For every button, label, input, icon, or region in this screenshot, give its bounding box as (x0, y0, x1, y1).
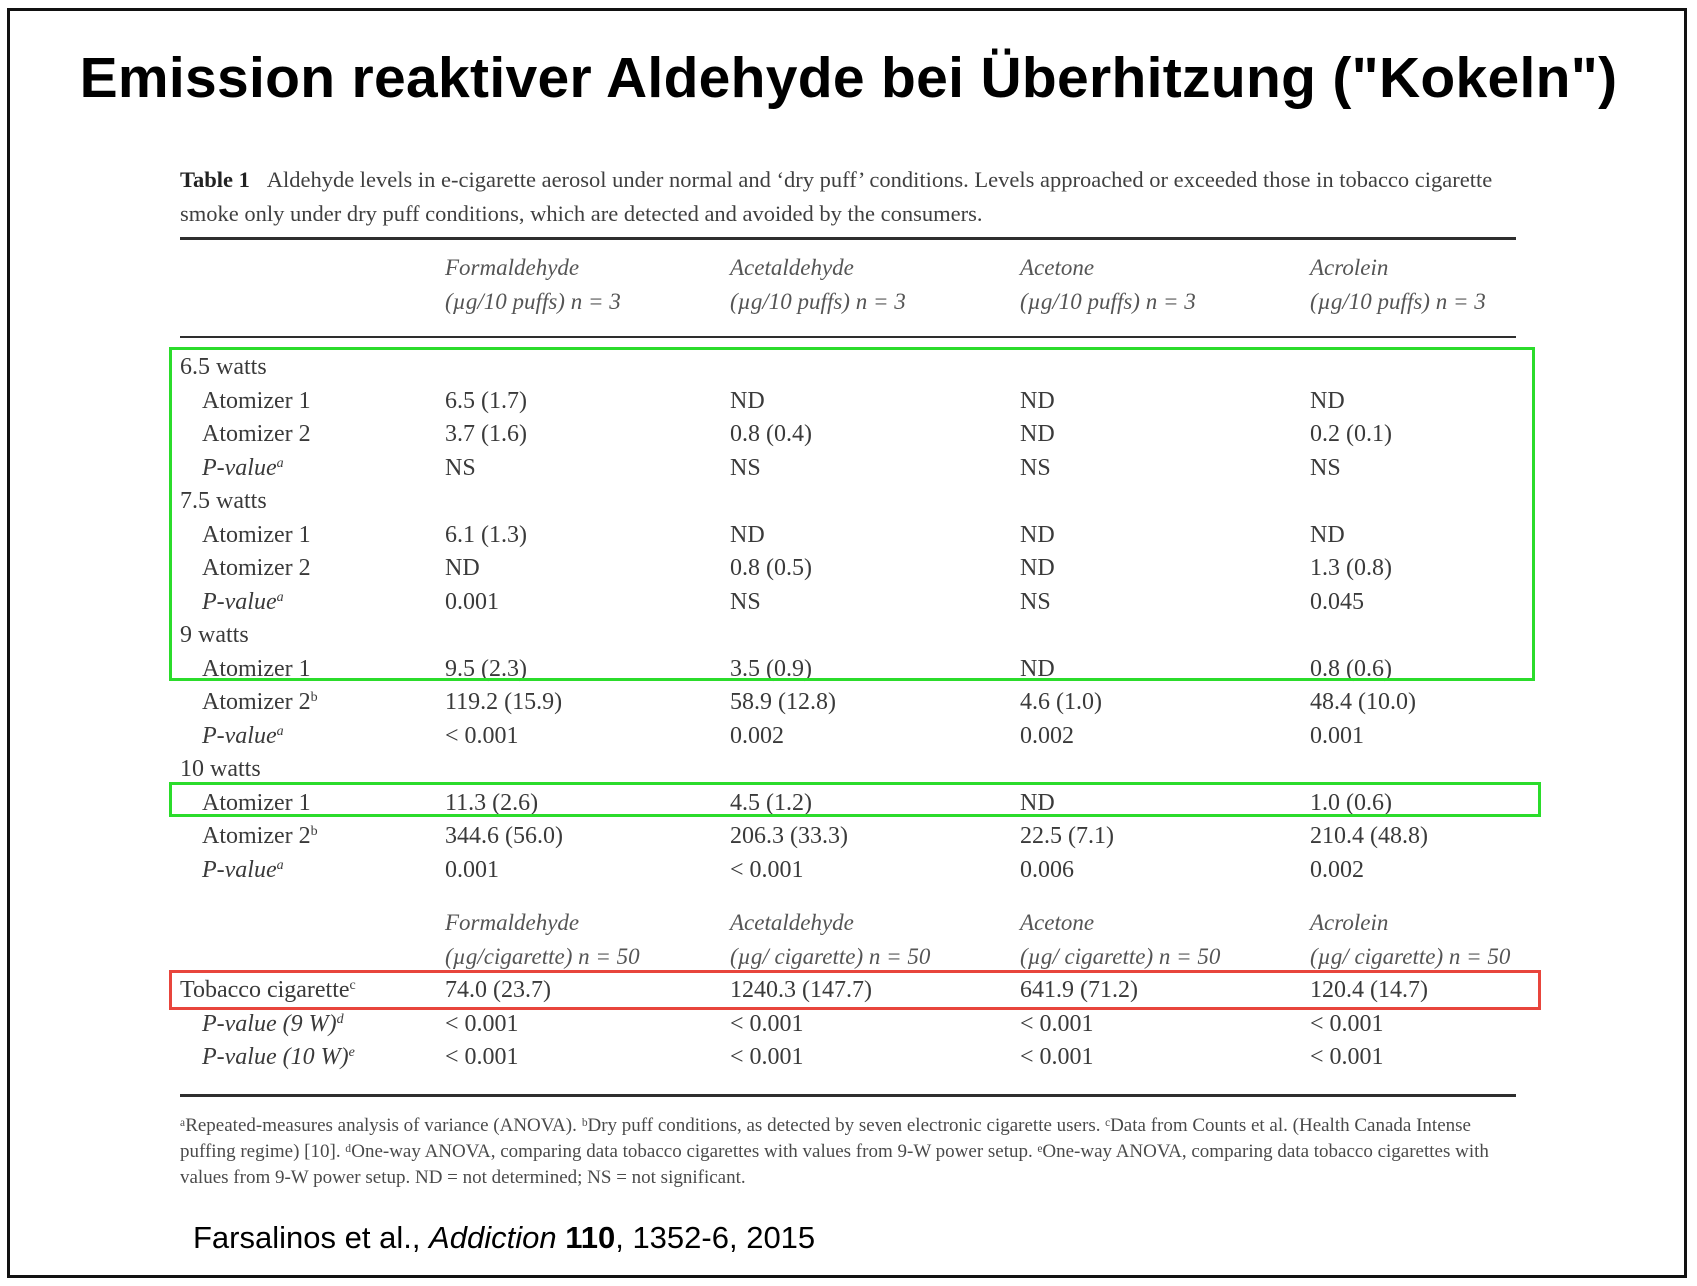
column-header-unit: (µg/ cigarette) n = 50 (1310, 944, 1511, 969)
table-cell: 0.001 (1310, 722, 1364, 749)
row-label-text: Atomizer 1 (202, 521, 311, 548)
row-label (202, 1040, 355, 1074)
table-cell: < 0.001 (445, 722, 519, 749)
table-cell: < 0.001 (1310, 1044, 1384, 1070)
table-cell: < 0.001 (730, 1010, 804, 1037)
table-cell: 0.8 (0.5) (730, 555, 812, 581)
column-header-name: Formaldehyde (445, 255, 580, 280)
table-cell: 1.3 (0.8) (1310, 555, 1392, 581)
table-cell: < 0.001 (730, 856, 804, 883)
row-label (202, 819, 318, 853)
table-cell: 0.002 (1020, 722, 1074, 749)
row-label-text: Tobacco cigarette (180, 977, 350, 1003)
row-label (202, 685, 318, 719)
table-cell: NS (1020, 454, 1051, 481)
row-label-text: P-value (202, 454, 277, 481)
table-row (180, 1007, 1516, 1041)
table-cell: ND (730, 521, 765, 548)
citation-pages: , 1352-6, 2015 (615, 1220, 816, 1255)
row-label-text: P-value (202, 856, 277, 883)
footnote-marker: a (276, 455, 284, 471)
table-caption (180, 163, 1520, 231)
table-row (180, 819, 1516, 853)
row-label-text: P-value (10 W) (202, 1044, 349, 1070)
table-cell: 3.5 (0.9) (730, 655, 812, 682)
column-header-unit: (µg/10 puffs) n = 3 (1310, 289, 1486, 314)
footnote-marker: c (349, 978, 356, 993)
table-cell: ND (1020, 789, 1055, 816)
table-cell: ND (1020, 521, 1055, 548)
table-cell: ND (730, 387, 765, 414)
column-header-unit: (µg/10 puffs) n = 3 (445, 289, 621, 314)
table-cell: 210.4 (48.8) (1310, 823, 1428, 849)
row-label (180, 752, 261, 786)
table-cell: ND (445, 555, 480, 581)
row-label-text: Atomizer 2 (202, 689, 311, 715)
column-header-formaldehyde (445, 251, 621, 319)
row-label-text: Atomizer 1 (202, 655, 311, 682)
table-cell: 1240.3 (147.7) (730, 977, 872, 1003)
column-header-name: Acetaldehyde (730, 910, 854, 935)
row-label-text: Atomizer 2 (202, 823, 311, 849)
table-cell: < 0.001 (445, 1010, 519, 1037)
table-cell: 4.5 (1.2) (730, 789, 812, 816)
row-label-text: 9 watts (180, 622, 249, 648)
table-cell: 344.6 (56.0) (445, 823, 563, 849)
citation-authors: Farsalinos et al., (193, 1220, 430, 1255)
table-cell: ND (1310, 387, 1345, 414)
table-cell: 0.002 (1310, 856, 1364, 883)
table-cell: 0.001 (445, 588, 499, 615)
table-cell: 22.5 (7.1) (1020, 823, 1114, 849)
column-header-name: Acrolein (1310, 255, 1389, 280)
table-cell: 9.5 (2.3) (445, 655, 527, 682)
footnote-marker: b (310, 690, 318, 705)
citation-volume: 110 (565, 1220, 616, 1255)
table-row (180, 719, 1516, 753)
footnote-marker: e (348, 1045, 355, 1060)
column-header-acrolein (1310, 251, 1486, 319)
table-cell: ND (1020, 421, 1055, 447)
table-cell: NS (445, 454, 476, 481)
slide-title: Emission reaktiver Aldehyde bei Überhitzung ("Kokeln") (79, 46, 1618, 110)
header-bottom-rule (180, 336, 1516, 338)
column-header-acetone-cigarette (1020, 906, 1220, 974)
table-cell: < 0.001 (1020, 1044, 1094, 1070)
table-cell: NS (1310, 454, 1341, 481)
highlight-box-10w-atomizer-1 (169, 782, 1541, 817)
table-caption-text: Aldehyde levels in e-cigarette aerosol under normal and ‘dry puff’ conditions. Levels approached or exceeded those in tobacco cigarette smoke only under dry puff conditions, which are detected and avoided by the consumers. (180, 167, 1493, 226)
citation-journal: Addiction (429, 1220, 557, 1255)
table-cell: 11.3 (2.6) (445, 789, 539, 816)
row-label-text: 7.5 watts (180, 488, 267, 514)
column-header-unit: (µg/10 puffs) n = 3 (1020, 289, 1196, 314)
column-header-name: Acetaldehyde (730, 255, 854, 280)
table-cell: ND (1020, 387, 1055, 414)
column-header-unit: (µg/10 puffs) n = 3 (730, 289, 906, 314)
table-cell: NS (1020, 588, 1051, 615)
table-group-row (180, 752, 1516, 786)
row-label (202, 1007, 344, 1041)
table-cell: 4.6 (1.0) (1020, 689, 1102, 715)
table-cell: ND (1020, 555, 1055, 581)
table-cell: 0.2 (0.1) (1310, 421, 1392, 447)
table-cell: 6.1 (1.3) (445, 521, 527, 548)
column-header-acetaldehyde-cigarette (730, 906, 930, 974)
footnote-marker: a (276, 723, 284, 739)
column-header-name: Acetone (1020, 910, 1095, 935)
row-label-text: Atomizer 1 (202, 789, 311, 816)
table-row (180, 1040, 1516, 1074)
row-label-text: P-value (9 W) (202, 1010, 337, 1037)
row-label-text: Atomizer 1 (202, 387, 311, 414)
table-cell: < 0.001 (445, 1044, 519, 1070)
table-cell: NS (730, 588, 761, 615)
column-header-name: Formaldehyde (445, 910, 580, 935)
table-cell: 0.001 (445, 856, 499, 883)
table-caption-label: Table 1 (180, 167, 250, 192)
highlight-box-normal-conditions (169, 347, 1535, 681)
table-cell: < 0.001 (730, 1044, 804, 1070)
table-row (180, 853, 1516, 887)
row-label (202, 853, 284, 887)
row-label-text: Atomizer 2 (202, 555, 311, 581)
column-header-name: Acrolein (1310, 910, 1389, 935)
column-header-unit: (µg/cigarette) n = 50 (445, 944, 640, 969)
column-header-name: Acetone (1020, 255, 1095, 280)
table-cell: 0.8 (0.4) (730, 421, 812, 447)
table-cell: 206.3 (33.3) (730, 823, 848, 849)
table-cell: 0.006 (1020, 856, 1074, 883)
footnote-marker: b (310, 824, 318, 839)
highlight-box-tobacco-cigarette (169, 970, 1541, 1010)
row-label-text: P-value (202, 588, 277, 615)
table-cell: ND (1310, 521, 1345, 548)
table-cell: 58.9 (12.8) (730, 689, 836, 715)
footnote-marker: d (336, 1011, 344, 1027)
column-header-acetone (1020, 251, 1196, 319)
table-row (180, 685, 1516, 719)
footnote-marker: a (276, 589, 284, 605)
column-header-formaldehyde-cigarette (445, 906, 640, 974)
column-header-acetaldehyde (730, 251, 906, 319)
row-label (202, 719, 284, 753)
table-cell: 0.002 (730, 722, 784, 749)
table-cell: 1.0 (0.6) (1310, 789, 1392, 816)
column-header-unit: (µg/ cigarette) n = 50 (730, 944, 931, 969)
table-cell: NS (730, 454, 761, 481)
table-cell: 0.045 (1310, 588, 1364, 615)
table-footnote: ᵃRepeated-measures analysis of variance (ANOVA). ᵇDry puff conditions, as detected by seven electronic cigarette users. ᶜData from Counts et al. (Health Canada Intense puffing regime) [10]. ᵈOne-way ANOVA, comparing data tobacco cigarettes with values from 9-W power setup. ᵉOne-way ANOVA, comparing data tobacco cigarettes with values from 9-W power setup. ND = not determined; NS = not significant. (180, 1115, 1489, 1188)
row-label-text: Atomizer 2 (202, 421, 311, 447)
table-cell: 48.4 (10.0) (1310, 689, 1416, 715)
table-cell: 6.5 (1.7) (445, 387, 527, 414)
column-header-acrolein-cigarette (1310, 906, 1510, 974)
table-top-rule (180, 237, 1516, 240)
table-cell: 119.2 (15.9) (445, 689, 563, 715)
table-cell: 3.7 (1.6) (445, 421, 527, 447)
row-label-text: 6.5 watts (180, 354, 267, 380)
column-header-unit: (µg/ cigarette) n = 50 (1020, 944, 1221, 969)
row-label-text: 10 watts (180, 756, 261, 782)
table-cell: < 0.001 (1020, 1010, 1094, 1037)
table-cell: 641.9 (71.2) (1020, 977, 1138, 1003)
table-cell: 0.8 (0.6) (1310, 655, 1392, 682)
table-cell: 74.0 (23.7) (445, 977, 551, 1003)
row-label-text: P-value (202, 722, 277, 749)
citation (193, 1220, 815, 1256)
table-bottom-rule (180, 1094, 1516, 1097)
table-cell: ND (1020, 655, 1055, 682)
table-cell: < 0.001 (1310, 1010, 1384, 1037)
footnote-marker: a (276, 857, 284, 873)
table-cell: 120.4 (14.7) (1310, 977, 1428, 1003)
